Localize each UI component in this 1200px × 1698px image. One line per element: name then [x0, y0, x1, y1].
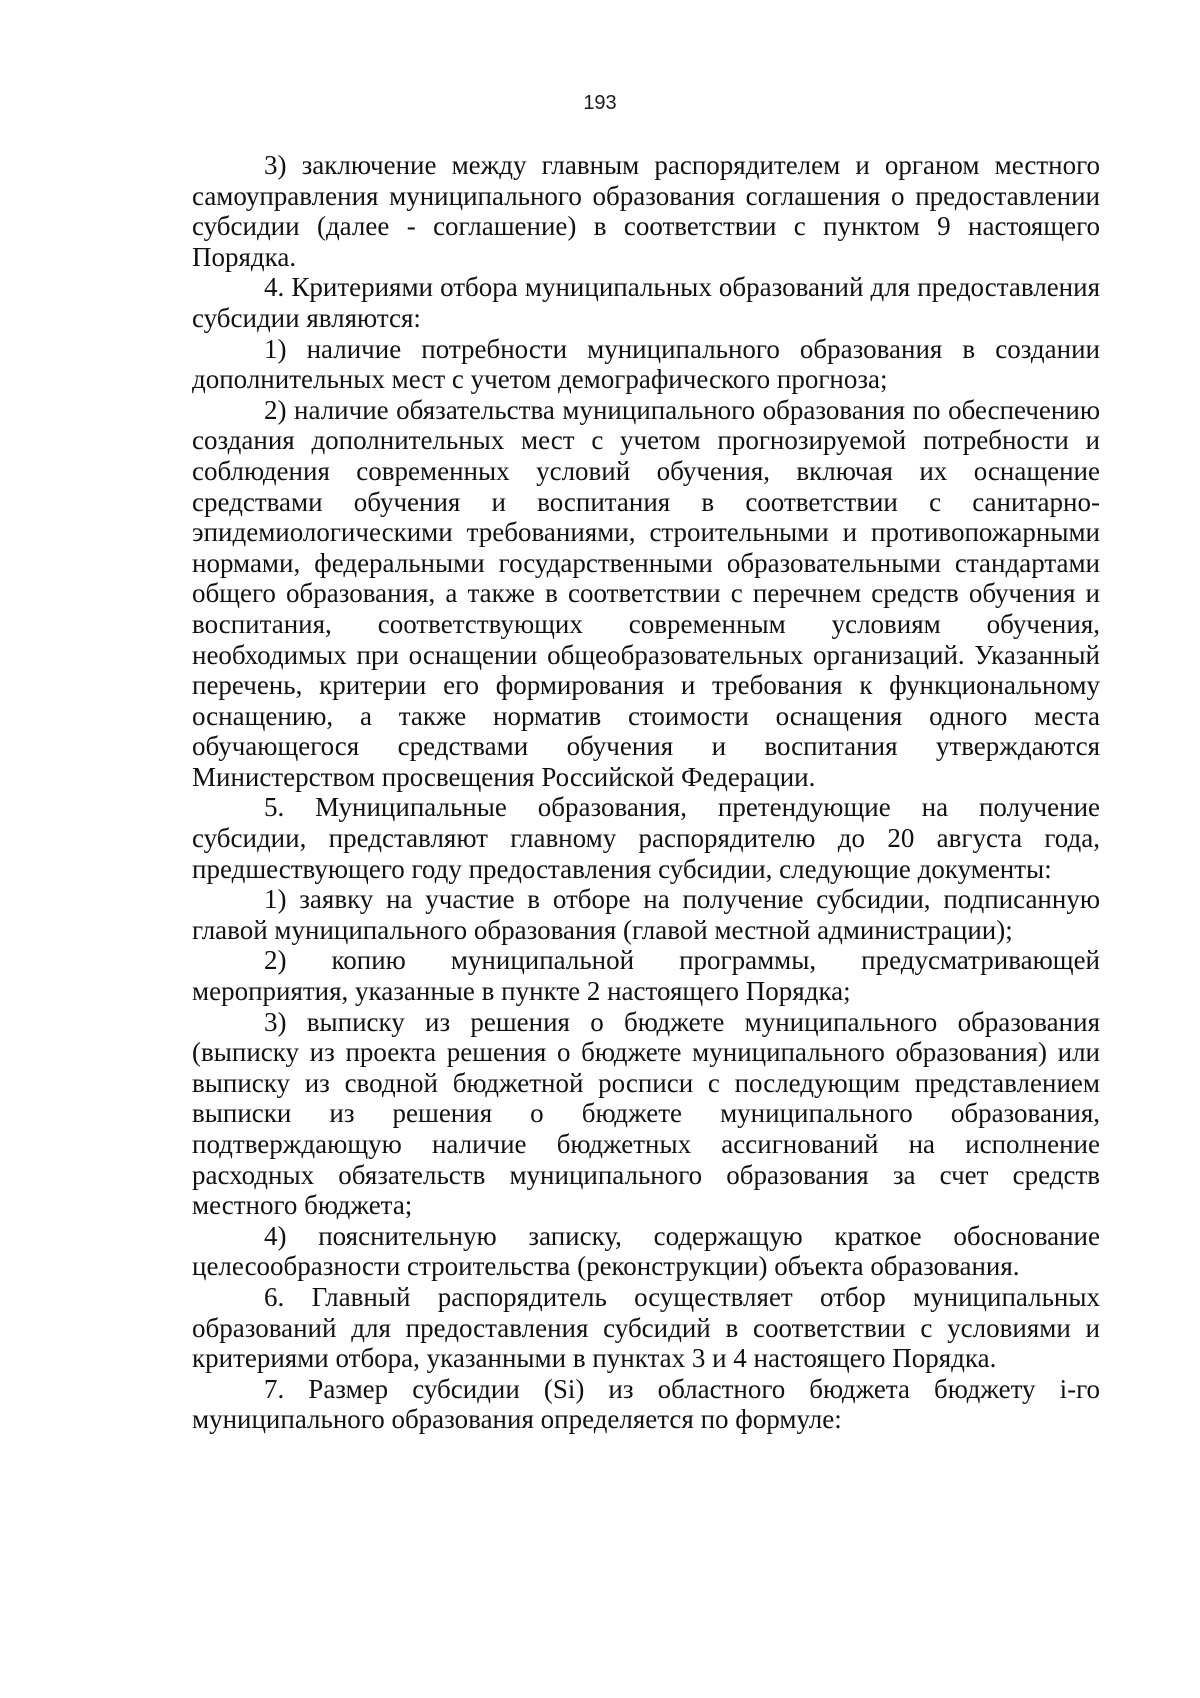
page-number: 193 — [583, 92, 617, 114]
paragraph-4-selection-criteria: 4. Критериями отбора муниципальных образований для предоставления субсидии являются: — [192, 272, 1100, 333]
document-body — [192, 150, 1100, 1435]
paragraph-criterion-1: 1) наличие потребности муниципального образования в создании дополнительных мест с учетом демографического прогноза; — [192, 333, 1100, 395]
paragraph-criterion-2: 2) наличие обязательства муниципального образования по обеспечению создания дополнительных мест с учетом прогнозируемой потребности и соблюдения современных условий обучения, включая их оснащение средствами обучения и воспитания в соответствии с санитарно-эпидемиологическими требованиями, строительными и противопожарными нормами, федеральными государственными образовательными стандартами общего образования, а также в соответствии с перечнем средств обучения и воспитания, соответствующих современным условиям обучения, необходимых при оснащении общеобразовательных организаций. Указанный перечень, критерии его формирования и требования к функциональному оснащению, а также норматив стоимости оснащения одного места обучающегося средствами обучения и воспитания утверждаются Министерством просвещения Российской Федерации. — [192, 394, 1100, 792]
paragraph-6-selection: 6. Главный распорядитель осуществляет отбор муниципальных образований для предоставления субсидий в соответствии с условиями и критериями отбора, указанными в пунктах 3 и 4 настоящего Порядка. — [192, 1281, 1100, 1374]
paragraph-3-agreement: 3) заключение между главным распорядителем и органом местного самоуправления муниципального образования соглашения о предоставлении субсидии (далее - соглашение) в соответствии с пунктом 9 настоящего Порядка. — [192, 150, 1100, 272]
paragraph-document-1: 1) заявку на участие в отборе на получение субсидии, подписанную главой муниципального образования (главой местной администрации); — [192, 884, 1100, 945]
paragraph-7-subsidy-size: 7. Размер субсидии (Si) из областного бюджета бюджету i-го муниципального образования определяется по формуле: — [192, 1373, 1100, 1435]
paragraph-5-documents: 5. Муниципальные образования, претендующие на получение субсидии, представляют главному распорядителю до 20 августа года, предшествующего году предоставления субсидии, следующие документы: — [192, 792, 1100, 884]
paragraph-document-3: 3) выписку из решения о бюджете муниципального образования (выписку из проекта решения о бюджете муниципального образования) или выписку из сводной бюджетной росписи с последующим представлением выписки из решения о бюджете муниципального образования, подтверждающую наличие бюджетных ассигнований на исполнение расходных обязательств муниципального образования за счет средств местного бюджета; — [192, 1006, 1100, 1221]
paragraph-document-2: 2) копию муниципальной программы, предусматривающей мероприятия, указанные в пункте 2 настоящего Порядка; — [192, 945, 1100, 1007]
paragraph-document-4: 4) пояснительную записку, содержащую краткое обоснование целесообразности строительства (реконструкции) объекта образования. — [192, 1220, 1100, 1282]
